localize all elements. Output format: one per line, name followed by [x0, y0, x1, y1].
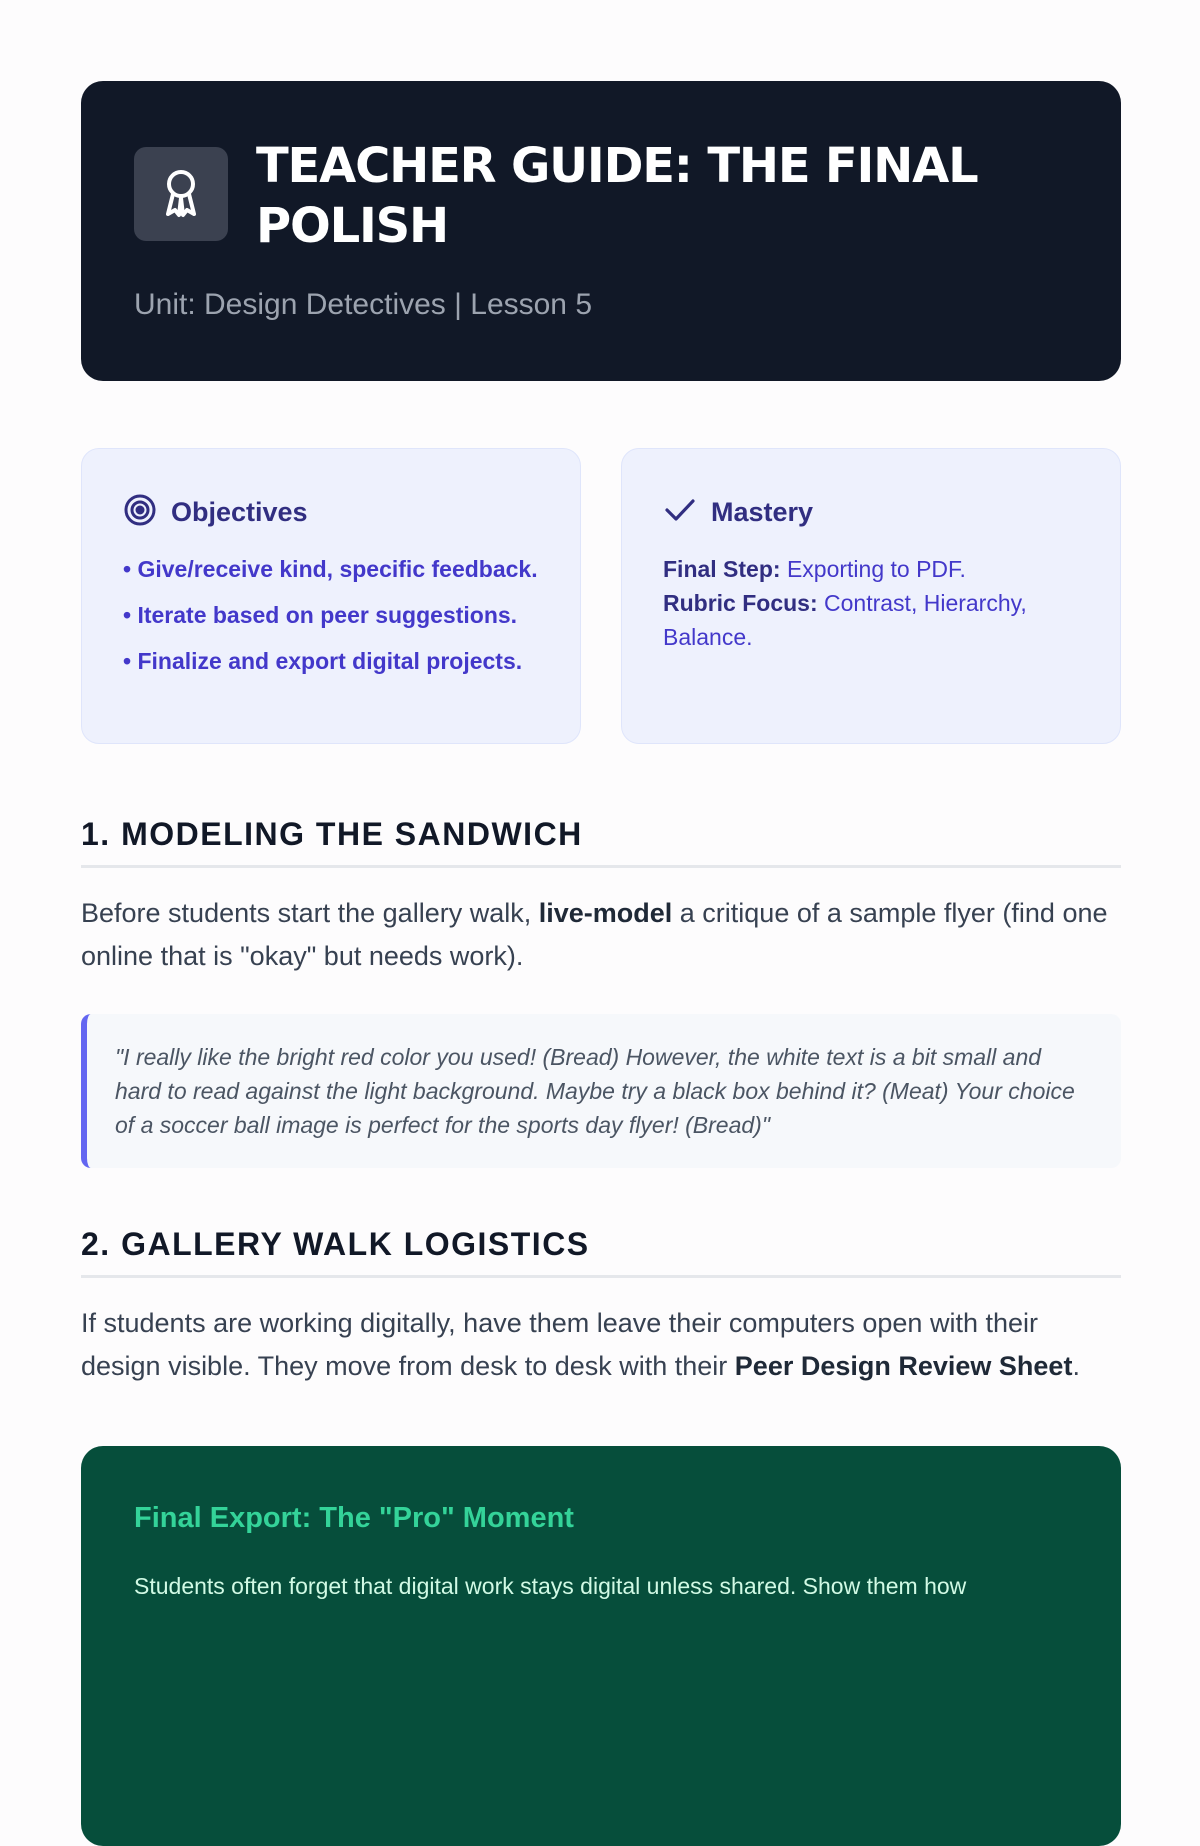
award-ribbon-icon: [134, 147, 228, 241]
section-heading-modeling: 1. MODELING THE SANDWICH: [81, 816, 1121, 868]
objective-item: • Finalize and export digital projects.: [123, 648, 523, 674]
objectives-card: [81, 448, 581, 744]
page-title: TEACHER GUIDE: THE FINAL POLISH: [256, 138, 978, 254]
final-export-callout: [81, 1446, 1121, 1846]
header-banner: [81, 81, 1121, 381]
rubric-focus-line: Rubric Focus: Contrast, Hierarchy, Balance.: [663, 590, 1027, 650]
objective-item: • Give/receive kind, specific feedback.: [123, 556, 538, 582]
mastery-title: Mastery: [711, 497, 814, 527]
objectives-title: Objectives: [171, 497, 308, 527]
modeling-paragraph: Before students start the gallery walk, live-model a critique of a sample flyer (find one online that is "okay" but needs work).: [81, 898, 1108, 971]
check-icon: [663, 493, 697, 532]
teacher-guide-page: [81, 81, 1121, 1846]
mastery-details: [663, 552, 1080, 654]
objectives-list: [123, 552, 540, 678]
final-step-line: Final Step: Exporting to PDF.: [663, 556, 966, 582]
target-icon: [123, 493, 157, 532]
export-callout-title: Final Export: The "Pro" Moment: [134, 1502, 574, 1534]
summary-cards: [81, 448, 1121, 744]
objective-item: • Iterate based on peer suggestions.: [123, 602, 518, 628]
gallery-walk-paragraph: If students are working digitally, have them leave their computers open with their design visible. They move from desk to desk with their Peer Design Review Sheet.: [81, 1308, 1080, 1381]
section-heading-gallery-walk: 2. GALLERY WALK LOGISTICS: [81, 1226, 1121, 1278]
export-callout-text: Students often forget that digital work stays digital unless shared. Show them how: [134, 1573, 967, 1599]
mastery-card: [621, 448, 1121, 744]
unit-lesson-subtitle: Unit: Design Detectives | Lesson 5: [134, 288, 593, 321]
sample-critique-quote: "I really like the bright red color you used! (Bread) However, the white text is a bit small and hard to read against the light background. Maybe try a black box behind it? (Meat) Your choice of a soccer ball image is perfect for the sports day flyer! (Bread)": [81, 1014, 1121, 1168]
